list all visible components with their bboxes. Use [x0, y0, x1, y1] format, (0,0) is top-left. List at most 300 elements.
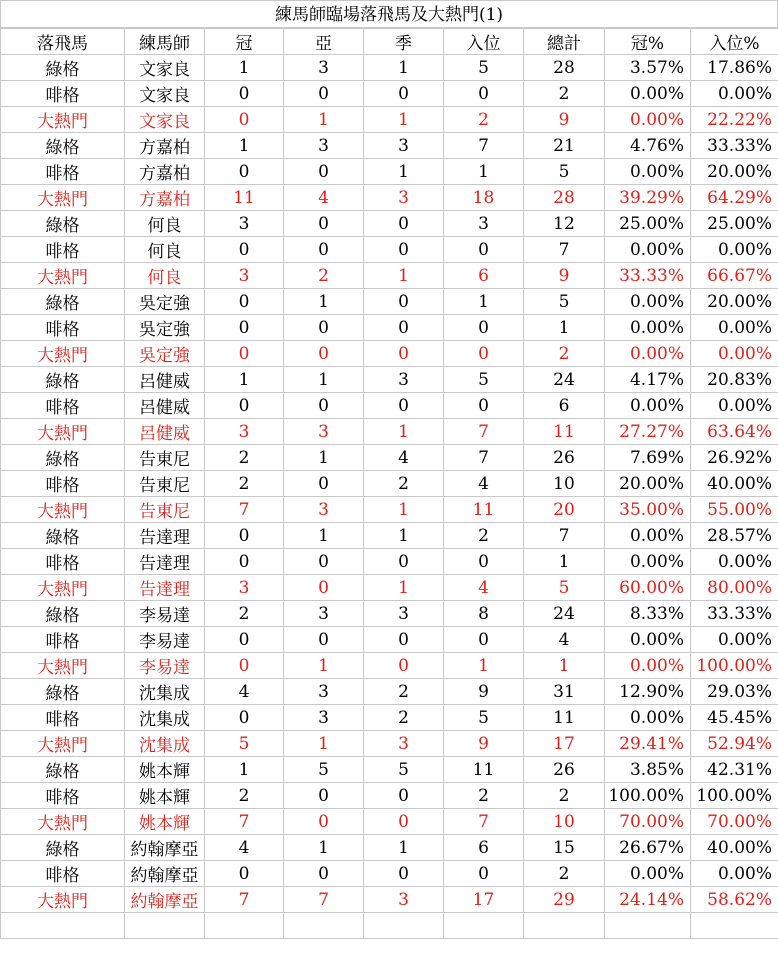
third-cell: 0 [364, 393, 444, 419]
table-row [1, 783, 778, 809]
win-cell: 1 [205, 133, 284, 159]
win-cell: 0 [205, 627, 284, 653]
total-cell: 7 [524, 523, 605, 549]
third-cell: 2 [364, 679, 444, 705]
third-cell: 1 [364, 523, 444, 549]
win-cell: 0 [205, 861, 284, 887]
trainer-cell: 文家良 [125, 107, 205, 133]
win-pct-cell: 60.00% [605, 575, 691, 601]
table-row [1, 185, 778, 211]
table-row [1, 549, 778, 575]
place-pct-cell: 80.00% [691, 575, 778, 601]
trainer-cell: 吳定強 [125, 341, 205, 367]
table-row [1, 601, 778, 627]
table-row [1, 757, 778, 783]
horse-type-cell: 大熱門 [1, 497, 125, 523]
third-cell: 3 [364, 185, 444, 211]
place-cell: 4 [444, 471, 524, 497]
horse-type-cell: 大熱門 [1, 653, 125, 679]
win-cell: 0 [205, 107, 284, 133]
place-cell: 7 [444, 809, 524, 835]
win-pct-cell: 0.00% [605, 237, 691, 263]
win-cell: 3 [205, 211, 284, 237]
place-pct-cell: 0.00% [691, 393, 778, 419]
win-pct-cell: 39.29% [605, 185, 691, 211]
horse-type-cell: 大熱門 [1, 341, 125, 367]
place-pct-cell: 0.00% [691, 81, 778, 107]
place-cell: 0 [444, 627, 524, 653]
win-cell: 5 [205, 731, 284, 757]
win-pct-cell: 0.00% [605, 705, 691, 731]
place-cell: 5 [444, 367, 524, 393]
table-row [1, 237, 778, 263]
empty-cell [524, 913, 605, 939]
second-cell: 1 [284, 731, 364, 757]
horse-type-cell: 啡格 [1, 315, 125, 341]
third-cell: 1 [364, 263, 444, 289]
trainer-cell: 方嘉柏 [125, 159, 205, 185]
trainer-cell: 呂健威 [125, 393, 205, 419]
trainer-cell: 姚本輝 [125, 757, 205, 783]
second-cell: 0 [284, 861, 364, 887]
win-cell: 0 [205, 393, 284, 419]
third-cell: 1 [364, 835, 444, 861]
trainer-cell: 告達理 [125, 549, 205, 575]
place-cell: 0 [444, 237, 524, 263]
place-cell: 2 [444, 107, 524, 133]
win-pct-cell: 0.00% [605, 159, 691, 185]
win-cell: 1 [205, 757, 284, 783]
place-cell: 7 [444, 133, 524, 159]
place-pct-cell: 26.92% [691, 445, 778, 471]
horse-type-cell: 大熱門 [1, 185, 125, 211]
win-cell: 0 [205, 289, 284, 315]
trainer-cell: 何良 [125, 237, 205, 263]
trainer-cell: 沈集成 [125, 731, 205, 757]
empty-cell [125, 913, 205, 939]
second-cell: 3 [284, 705, 364, 731]
second-cell: 5 [284, 757, 364, 783]
place-cell: 2 [444, 523, 524, 549]
table-row [1, 393, 778, 419]
horse-type-cell: 綠格 [1, 133, 125, 159]
table-row [1, 107, 778, 133]
place-cell: 7 [444, 445, 524, 471]
horse-type-cell: 大熱門 [1, 419, 125, 445]
win-cell: 7 [205, 497, 284, 523]
table-row [1, 367, 778, 393]
win-cell: 7 [205, 809, 284, 835]
win-cell: 0 [205, 237, 284, 263]
total-cell: 9 [524, 107, 605, 133]
win-pct-cell: 29.41% [605, 731, 691, 757]
win-cell: 0 [205, 341, 284, 367]
trainer-cell: 何良 [125, 263, 205, 289]
second-cell: 0 [284, 783, 364, 809]
trainer-cell: 姚本輝 [125, 783, 205, 809]
table-row [1, 835, 778, 861]
horse-type-cell: 啡格 [1, 81, 125, 107]
place-pct-cell: 64.29% [691, 185, 778, 211]
total-cell: 21 [524, 133, 605, 159]
empty-cell [205, 913, 284, 939]
place-cell: 17 [444, 887, 524, 913]
win-cell: 2 [205, 445, 284, 471]
win-pct-cell: 0.00% [605, 653, 691, 679]
trainer-cell: 告東尼 [125, 471, 205, 497]
total-cell: 31 [524, 679, 605, 705]
trainer-cell: 約翰摩亞 [125, 861, 205, 887]
empty-cell [364, 913, 444, 939]
win-cell: 2 [205, 783, 284, 809]
total-cell: 1 [524, 315, 605, 341]
place-pct-cell: 0.00% [691, 549, 778, 575]
total-cell: 2 [524, 341, 605, 367]
third-cell: 0 [364, 237, 444, 263]
win-pct-cell: 33.33% [605, 263, 691, 289]
place-pct-cell: 0.00% [691, 237, 778, 263]
horse-type-cell: 啡格 [1, 861, 125, 887]
trainer-cell: 文家良 [125, 81, 205, 107]
total-cell: 5 [524, 289, 605, 315]
place-pct-cell: 0.00% [691, 315, 778, 341]
place-pct-cell: 17.86% [691, 55, 778, 81]
horse-type-cell: 綠格 [1, 211, 125, 237]
third-cell: 1 [364, 419, 444, 445]
table-row [1, 861, 778, 887]
third-cell: 0 [364, 341, 444, 367]
win-cell: 2 [205, 471, 284, 497]
place-pct-cell: 55.00% [691, 497, 778, 523]
total-cell: 5 [524, 575, 605, 601]
trainer-cell: 李易達 [125, 653, 205, 679]
empty-cell [284, 913, 364, 939]
place-pct-cell: 20.00% [691, 289, 778, 315]
place-pct-cell: 52.94% [691, 731, 778, 757]
col-header-trainer: 練馬師 [125, 29, 205, 55]
win-cell: 0 [205, 81, 284, 107]
place-cell: 1 [444, 159, 524, 185]
place-pct-cell: 22.22% [691, 107, 778, 133]
place-pct-cell: 63.64% [691, 419, 778, 445]
trainer-cell: 沈集成 [125, 705, 205, 731]
second-cell: 0 [284, 471, 364, 497]
place-pct-cell: 40.00% [691, 471, 778, 497]
empty-cell [444, 913, 524, 939]
trainer-cell: 告東尼 [125, 497, 205, 523]
total-cell: 24 [524, 367, 605, 393]
table-row [1, 263, 778, 289]
col-header-place: 入位 [444, 29, 524, 55]
total-cell: 20 [524, 497, 605, 523]
place-pct-cell: 70.00% [691, 809, 778, 835]
trainer-cell: 李易達 [125, 601, 205, 627]
second-cell: 3 [284, 601, 364, 627]
total-cell: 2 [524, 81, 605, 107]
third-cell: 0 [364, 861, 444, 887]
trainer-cell: 姚本輝 [125, 809, 205, 835]
place-pct-cell: 33.33% [691, 133, 778, 159]
total-cell: 24 [524, 601, 605, 627]
table-row [1, 159, 778, 185]
win-cell: 0 [205, 653, 284, 679]
place-pct-cell: 0.00% [691, 627, 778, 653]
place-cell: 6 [444, 835, 524, 861]
second-cell: 0 [284, 809, 364, 835]
second-cell: 3 [284, 55, 364, 81]
place-cell: 6 [444, 263, 524, 289]
col-header-third: 季 [364, 29, 444, 55]
trainer-cell: 呂健威 [125, 419, 205, 445]
place-pct-cell: 66.67% [691, 263, 778, 289]
place-cell: 9 [444, 731, 524, 757]
total-cell: 11 [524, 419, 605, 445]
place-pct-cell: 0.00% [691, 861, 778, 887]
horse-type-cell: 啡格 [1, 159, 125, 185]
win-pct-cell: 7.69% [605, 445, 691, 471]
table-body [1, 55, 778, 939]
total-cell: 28 [524, 185, 605, 211]
trainer-cell: 約翰摩亞 [125, 887, 205, 913]
place-cell: 0 [444, 315, 524, 341]
third-cell: 3 [364, 731, 444, 757]
second-cell: 0 [284, 315, 364, 341]
win-cell: 3 [205, 263, 284, 289]
total-cell: 17 [524, 731, 605, 757]
place-cell: 11 [444, 757, 524, 783]
total-cell: 12 [524, 211, 605, 237]
total-cell: 10 [524, 471, 605, 497]
win-pct-cell: 24.14% [605, 887, 691, 913]
col-header-win-pct: 冠% [605, 29, 691, 55]
second-cell: 2 [284, 263, 364, 289]
place-cell: 1 [444, 653, 524, 679]
win-pct-cell: 0.00% [605, 315, 691, 341]
place-cell: 7 [444, 419, 524, 445]
col-header-second: 亞 [284, 29, 364, 55]
empty-cell [691, 913, 778, 939]
third-cell: 1 [364, 575, 444, 601]
total-cell: 15 [524, 835, 605, 861]
win-cell: 4 [205, 835, 284, 861]
trainer-cell: 告達理 [125, 575, 205, 601]
second-cell: 0 [284, 237, 364, 263]
table-row [1, 55, 778, 81]
horse-type-cell: 啡格 [1, 627, 125, 653]
third-cell: 3 [364, 367, 444, 393]
third-cell: 0 [364, 809, 444, 835]
win-pct-cell: 26.67% [605, 835, 691, 861]
empty-cell [605, 913, 691, 939]
table-row [1, 887, 778, 913]
second-cell: 1 [284, 107, 364, 133]
place-cell: 0 [444, 81, 524, 107]
table-row [1, 809, 778, 835]
win-pct-cell: 3.57% [605, 55, 691, 81]
table-row [1, 575, 778, 601]
trainer-cell: 吳定強 [125, 315, 205, 341]
second-cell: 1 [284, 289, 364, 315]
place-cell: 0 [444, 549, 524, 575]
place-pct-cell: 33.33% [691, 601, 778, 627]
horse-type-cell: 大熱門 [1, 263, 125, 289]
total-cell: 10 [524, 809, 605, 835]
third-cell: 0 [364, 783, 444, 809]
win-cell: 3 [205, 419, 284, 445]
second-cell: 0 [284, 159, 364, 185]
table-row [1, 653, 778, 679]
horse-type-cell: 啡格 [1, 471, 125, 497]
total-cell: 11 [524, 705, 605, 731]
table-row [1, 341, 778, 367]
win-cell: 0 [205, 315, 284, 341]
second-cell: 0 [284, 627, 364, 653]
second-cell: 3 [284, 679, 364, 705]
third-cell: 1 [364, 55, 444, 81]
third-cell: 4 [364, 445, 444, 471]
second-cell: 1 [284, 653, 364, 679]
win-pct-cell: 12.90% [605, 679, 691, 705]
third-cell: 1 [364, 497, 444, 523]
table-row [1, 419, 778, 445]
second-cell: 7 [284, 887, 364, 913]
second-cell: 4 [284, 185, 364, 211]
second-cell: 0 [284, 211, 364, 237]
win-pct-cell: 4.17% [605, 367, 691, 393]
sheet-title: 練馬師臨場落飛馬及大熱門(1) [0, 0, 778, 28]
place-pct-cell: 45.45% [691, 705, 778, 731]
place-cell: 5 [444, 55, 524, 81]
win-cell: 2 [205, 601, 284, 627]
win-pct-cell: 100.00% [605, 783, 691, 809]
second-cell: 1 [284, 445, 364, 471]
win-cell: 1 [205, 367, 284, 393]
table-row [1, 471, 778, 497]
second-cell: 1 [284, 523, 364, 549]
win-pct-cell: 0.00% [605, 523, 691, 549]
place-cell: 2 [444, 783, 524, 809]
third-cell: 0 [364, 81, 444, 107]
second-cell: 0 [284, 549, 364, 575]
place-cell: 4 [444, 575, 524, 601]
col-header-place-pct: 入位% [691, 29, 778, 55]
place-pct-cell: 42.31% [691, 757, 778, 783]
total-cell: 26 [524, 445, 605, 471]
third-cell: 0 [364, 549, 444, 575]
table-row [1, 731, 778, 757]
third-cell: 1 [364, 107, 444, 133]
horse-type-cell: 啡格 [1, 237, 125, 263]
horse-type-cell: 綠格 [1, 55, 125, 81]
win-cell: 11 [205, 185, 284, 211]
total-cell: 6 [524, 393, 605, 419]
total-cell: 2 [524, 783, 605, 809]
third-cell: 0 [364, 289, 444, 315]
table-row [1, 679, 778, 705]
win-cell: 4 [205, 679, 284, 705]
total-cell: 29 [524, 887, 605, 913]
total-cell: 26 [524, 757, 605, 783]
win-pct-cell: 25.00% [605, 211, 691, 237]
table-row [1, 523, 778, 549]
horse-type-cell: 綠格 [1, 289, 125, 315]
third-cell: 0 [364, 211, 444, 237]
trainer-cell: 告東尼 [125, 445, 205, 471]
table-row [1, 705, 778, 731]
second-cell: 3 [284, 497, 364, 523]
header-row [1, 29, 778, 55]
win-pct-cell: 27.27% [605, 419, 691, 445]
horse-type-cell: 啡格 [1, 393, 125, 419]
col-header-win: 冠 [205, 29, 284, 55]
place-pct-cell: 28.57% [691, 523, 778, 549]
win-pct-cell: 3.85% [605, 757, 691, 783]
third-cell: 3 [364, 601, 444, 627]
trainer-cell: 呂健威 [125, 367, 205, 393]
win-pct-cell: 0.00% [605, 107, 691, 133]
trainer-cell: 李易達 [125, 627, 205, 653]
win-pct-cell: 0.00% [605, 627, 691, 653]
horse-type-cell: 綠格 [1, 679, 125, 705]
place-pct-cell: 100.00% [691, 783, 778, 809]
third-cell: 0 [364, 627, 444, 653]
empty-row [1, 913, 778, 939]
horse-type-cell: 啡格 [1, 549, 125, 575]
third-cell: 3 [364, 133, 444, 159]
place-cell: 0 [444, 341, 524, 367]
trainer-cell: 約翰摩亞 [125, 835, 205, 861]
third-cell: 1 [364, 159, 444, 185]
empty-cell [1, 913, 125, 939]
win-pct-cell: 70.00% [605, 809, 691, 835]
third-cell: 5 [364, 757, 444, 783]
table-row [1, 627, 778, 653]
table-row [1, 133, 778, 159]
col-header-total: 總計 [524, 29, 605, 55]
trainer-cell: 吳定強 [125, 289, 205, 315]
win-cell: 7 [205, 887, 284, 913]
horse-type-cell: 綠格 [1, 757, 125, 783]
trainer-cell: 告達理 [125, 523, 205, 549]
horse-type-cell: 大熱門 [1, 731, 125, 757]
place-cell: 0 [444, 861, 524, 887]
total-cell: 4 [524, 627, 605, 653]
trainer-stats-table [0, 28, 778, 939]
trainer-cell: 文家良 [125, 55, 205, 81]
horse-type-cell: 綠格 [1, 523, 125, 549]
total-cell: 28 [524, 55, 605, 81]
second-cell: 3 [284, 133, 364, 159]
second-cell: 3 [284, 419, 364, 445]
place-cell: 5 [444, 705, 524, 731]
win-cell: 1 [205, 55, 284, 81]
horse-type-cell: 綠格 [1, 445, 125, 471]
horse-type-cell: 啡格 [1, 783, 125, 809]
place-cell: 9 [444, 679, 524, 705]
win-cell: 3 [205, 575, 284, 601]
win-pct-cell: 0.00% [605, 861, 691, 887]
place-pct-cell: 40.00% [691, 835, 778, 861]
win-pct-cell: 0.00% [605, 341, 691, 367]
place-pct-cell: 58.62% [691, 887, 778, 913]
horse-type-cell: 綠格 [1, 835, 125, 861]
place-cell: 8 [444, 601, 524, 627]
table-row [1, 289, 778, 315]
col-header-horse-type: 落飛馬 [1, 29, 125, 55]
third-cell: 3 [364, 887, 444, 913]
win-pct-cell: 8.33% [605, 601, 691, 627]
third-cell: 2 [364, 471, 444, 497]
